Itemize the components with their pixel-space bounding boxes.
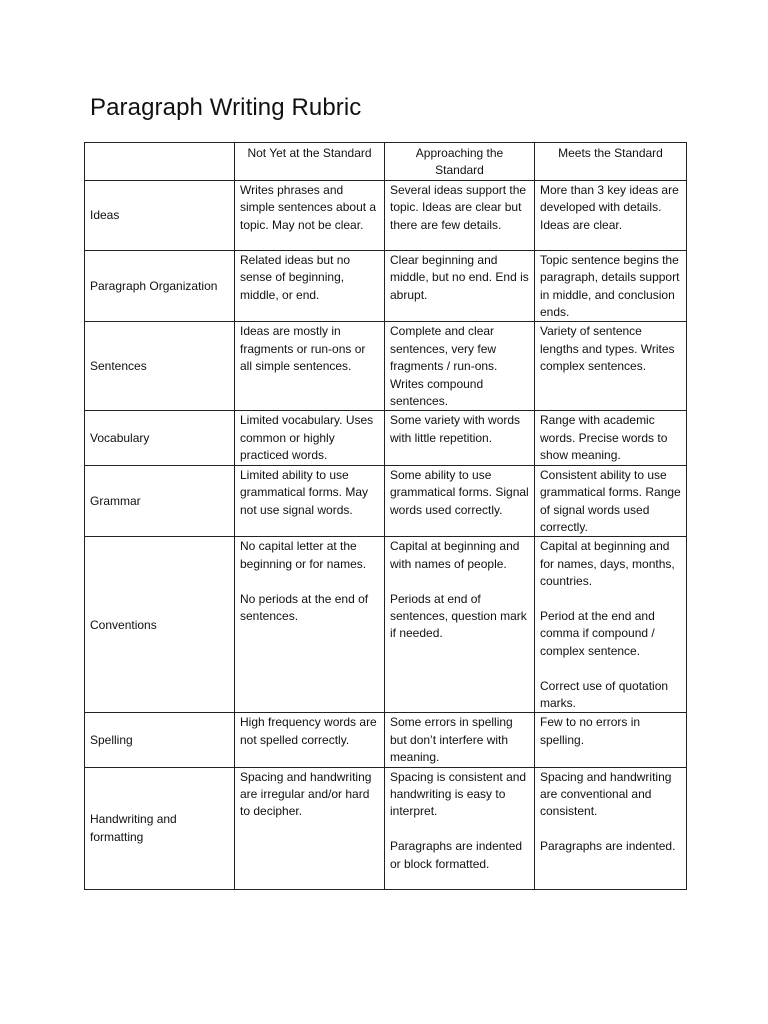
meets-cell [535,767,687,889]
not-yet-cell [235,411,385,465]
table-row [85,411,687,465]
rubric-table [84,142,687,890]
meets-cell [535,322,687,411]
cell-text: Variety of sentence lengths and types. Writes complex sentences. [540,324,675,374]
meets-cell [535,411,687,465]
header-row [85,143,687,181]
cell-text: Some variety with words with little repetition. [390,413,521,445]
criterion-cell: Conventions [85,537,235,713]
criterion-cell: Paragraph Organization [85,250,235,322]
cell-text: Ideas are mostly in fragments or run-ons or all simple sentences. [240,324,366,374]
cell-text: Related ideas but no sense of beginning, middle, or end. [240,252,351,302]
table-row [85,767,687,889]
cell-text: Spacing and handwriting are conventional and consistent. Paragraphs are indented. [540,769,676,854]
cell-text: Spacing is consistent and handwriting is easy to interpret. Paragraphs are indented or block formatted. [390,769,527,871]
meets-cell [535,465,687,537]
cell-text: Complete and clear sentences, very few fragments / run-ons. Writes compound sentences. [390,324,498,409]
header-cell-criterion [85,143,235,181]
criterion-cell: Sentences [85,322,235,411]
page-title: Paragraph Writing Rubric [90,94,362,121]
cell-text: Consistent ability to use grammatical forms. Range of signal words used correctly. [540,467,681,534]
meets-cell [535,180,687,250]
cell-text: Capital at beginning and with names of people. Periods at end of sentences, question mark if needed. [390,539,527,641]
cell-text: Limited ability to use grammatical forms. May not use signal words. [240,467,369,517]
cell-text: More than 3 key ideas are developed with details. Ideas are clear. [540,182,679,232]
table-row [85,322,687,411]
cell-text: High frequency words are not spelled correctly. [240,715,377,747]
cell-text: Several ideas support the topic. Ideas are clear but there are few details. [390,182,527,232]
meets-cell [535,250,687,322]
cell-text: Range with academic words. Precise words to show meaning. [540,413,668,463]
not-yet-cell [235,180,385,250]
cell-text: Writes phrases and simple sentences about a topic. May not be clear. [240,182,377,232]
cell-text: Few to no errors in spelling. [540,715,641,747]
table-row [85,465,687,537]
approaching-cell [385,767,535,889]
header-cell-not-yet: Not Yet at the Standard [235,143,385,181]
header-cell-meets: Meets the Standard [535,143,687,181]
cell-text: Limited vocabulary. Uses common or highly practiced words. [240,413,374,463]
approaching-cell [385,322,535,411]
cell-text: No capital letter at the beginning or for names. No periods at the end of sentences. [240,539,369,623]
criterion-cell: Vocabulary [85,411,235,465]
table-row [85,537,687,713]
cell-text: Topic sentence begins the paragraph, details support in middle, and conclusion ends. [540,252,680,320]
cell-text: Capital at beginning and for names, days, months, countries. Period at the end and comma if compound / complex sentence. Correct use of quotation marks. [540,539,675,710]
not-yet-cell [235,537,385,713]
approaching-cell [385,250,535,322]
meets-cell [535,537,687,713]
criterion-cell: Handwriting and formatting [85,767,235,889]
criterion-cell: Spelling [85,713,235,767]
header-cell-approaching: Approaching the Standard [385,143,535,181]
approaching-cell [385,465,535,537]
approaching-cell [385,180,535,250]
not-yet-cell [235,767,385,889]
approaching-cell [385,411,535,465]
cell-text: Some errors in spelling but don’t interfere with meaning. [390,715,513,765]
criterion-cell: Ideas [85,180,235,250]
not-yet-cell [235,465,385,537]
table-row [85,180,687,250]
not-yet-cell [235,250,385,322]
cell-text: Spacing and handwriting are irregular and/or hard to decipher. [240,769,372,819]
not-yet-cell [235,713,385,767]
table-row [85,250,687,322]
meets-cell [535,713,687,767]
cell-text: Some ability to use grammatical forms. Signal words used correctly. [390,467,529,517]
approaching-cell [385,713,535,767]
table-row [85,713,687,767]
not-yet-cell [235,322,385,411]
cell-text: Clear beginning and middle, but no end. End is abrupt. [390,252,529,302]
criterion-cell: Grammar [85,465,235,537]
approaching-cell [385,537,535,713]
